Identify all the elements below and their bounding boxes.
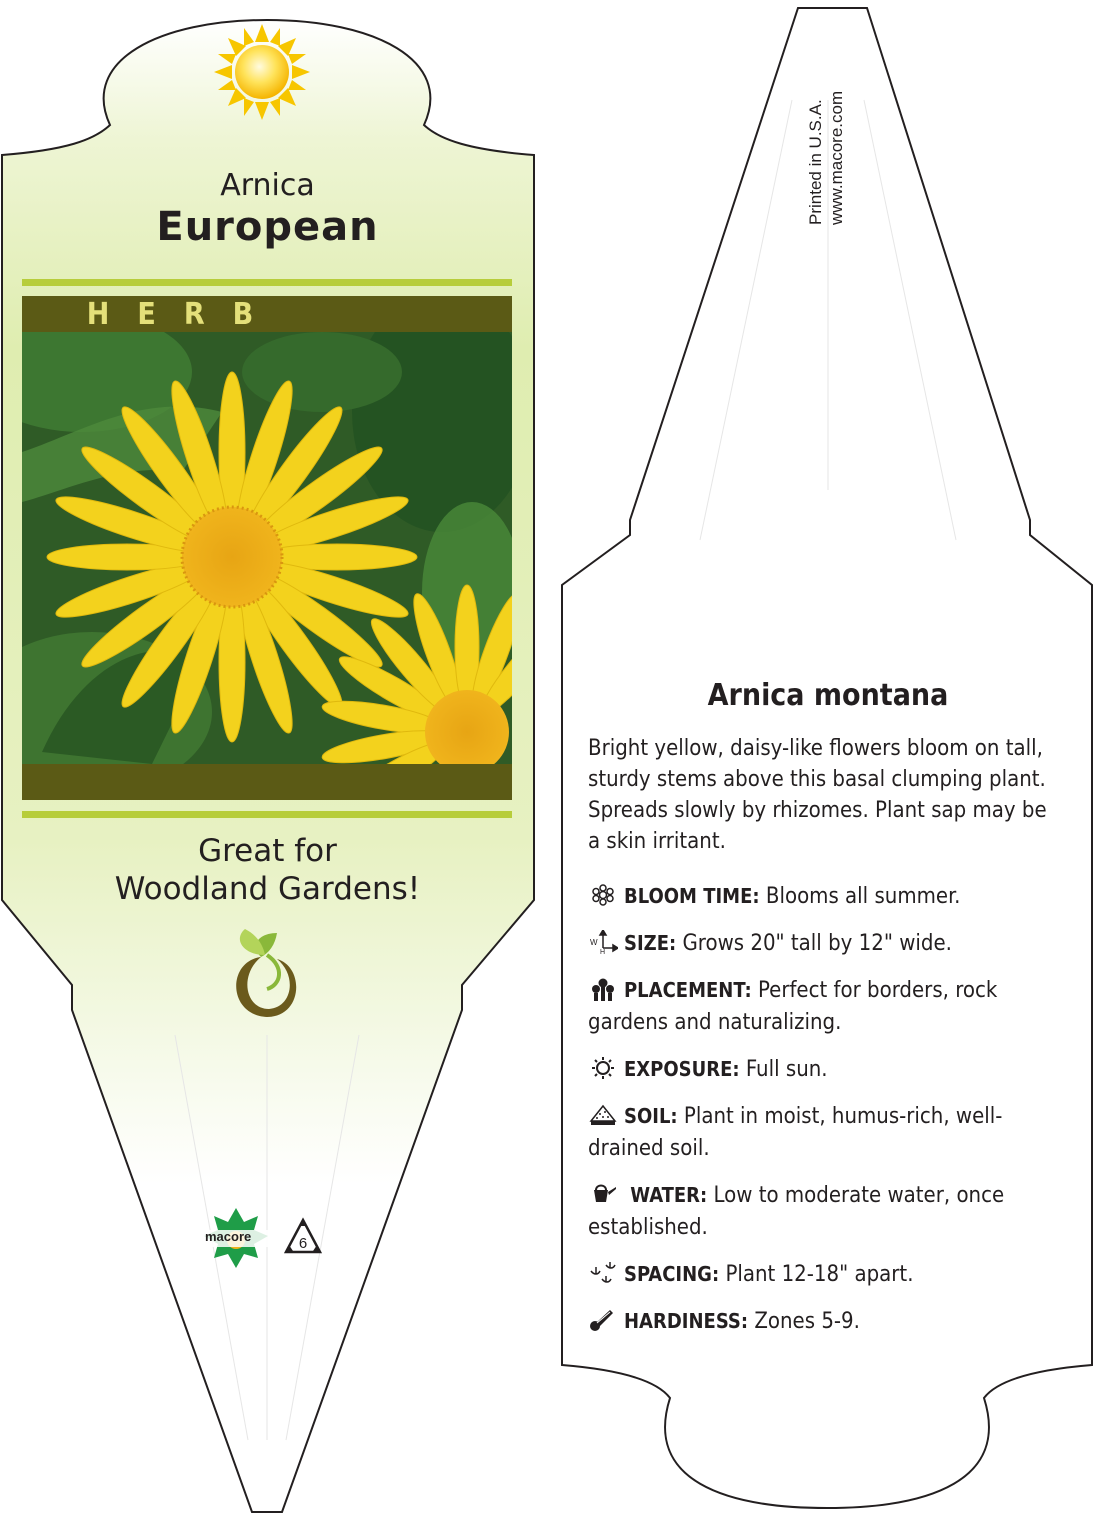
care-text: Perfect for borders, rock gardens and naturalizing.	[588, 978, 998, 1035]
care-size	[588, 927, 1068, 960]
placement-icon	[588, 977, 618, 1001]
care-hardiness	[588, 1305, 1068, 1338]
svg-text:H: H	[600, 949, 606, 954]
care-text: Blooms all summer.	[759, 884, 961, 909]
care-text: Zones 5-9.	[748, 1309, 860, 1334]
care-label: EXPOSURE:	[624, 1057, 740, 1081]
flower-icon	[588, 883, 618, 907]
care-text: Plant 12-18" apart.	[719, 1262, 914, 1287]
care-placement	[588, 974, 1068, 1039]
recycle-code: 6	[298, 1235, 308, 1252]
sun-icon	[214, 24, 310, 120]
care-list	[588, 880, 1068, 1352]
care-text: Plant in moist, humus-rich, well-drained soil.	[588, 1104, 1003, 1161]
thermometer-icon	[588, 1308, 618, 1332]
care-label: BLOOM TIME:	[624, 884, 760, 908]
svg-text:W: W	[590, 938, 598, 947]
macore-brand-text: macore	[205, 1229, 252, 1244]
plant-description: Bright yellow, daisy-like flowers bloom on tall, sturdy stems above this basal clumping plant. Spreads slowly by rhizomes. Plant sap may be a skin irritant.	[588, 736, 1047, 854]
sun-exposure-icon	[588, 1056, 618, 1080]
category-label: HERB	[86, 297, 282, 332]
care-exposure	[588, 1053, 1068, 1086]
watering-can-icon	[588, 1182, 618, 1206]
bottom-band	[22, 764, 512, 800]
care-text: Low to moderate water, once established.	[588, 1183, 1005, 1240]
care-label: WATER:	[624, 1183, 708, 1207]
website: www.macore.com	[827, 90, 846, 225]
flower-photo	[22, 332, 512, 764]
care-bloom-time	[588, 880, 1068, 913]
soil-icon	[588, 1103, 618, 1127]
variety-name: European	[156, 204, 379, 250]
care-text: Grows 20" tall by 12" wide.	[676, 931, 952, 956]
care-text: Full sun.	[739, 1057, 828, 1082]
spacing-icon	[588, 1261, 618, 1285]
care-label: SPACING:	[624, 1262, 720, 1286]
lime-divider	[22, 811, 512, 818]
printed-in: Printed in U.S.A.	[806, 99, 825, 225]
tagline-line-1: Great for	[198, 833, 337, 869]
recycle-icon	[283, 1217, 323, 1257]
care-water	[588, 1179, 1068, 1244]
care-label: HARDINESS:	[624, 1309, 749, 1333]
care-spacing	[588, 1258, 1068, 1291]
care-soil	[588, 1100, 1068, 1165]
tagline	[60, 832, 475, 908]
size-icon	[588, 930, 618, 954]
print-info	[805, 91, 847, 225]
care-label: PLACEMENT:	[624, 978, 752, 1002]
botanical-name: Arnica montana	[707, 678, 949, 713]
care-label: SIZE:	[624, 931, 677, 955]
care-label: SOIL:	[624, 1104, 678, 1128]
tagline-line-2: Woodland Gardens!	[114, 871, 421, 907]
common-name: Arnica	[220, 168, 315, 203]
